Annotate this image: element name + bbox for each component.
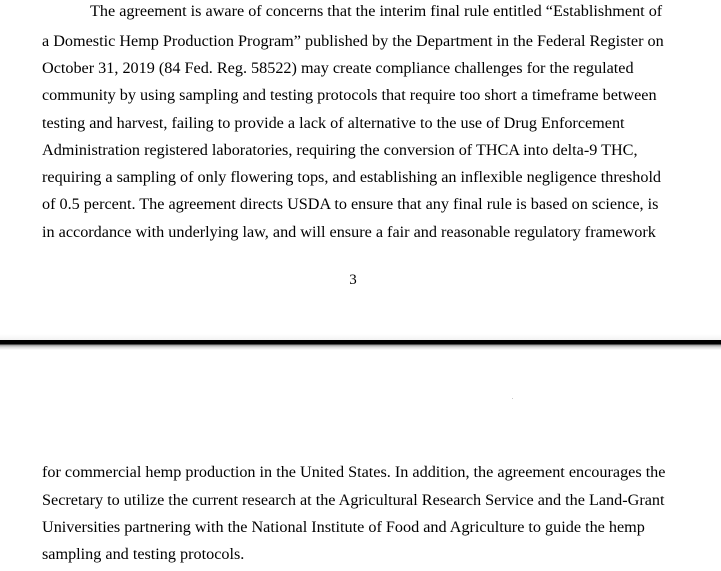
paragraph-line-3: October 31, 2019 (84 Fed. Reg. 58522) may create compliance challenges for the regulated: [42, 59, 634, 77]
paragraph-line-6: Administration registered laboratories, requiring the conversion of THCA into delta-9 THC,: [42, 141, 638, 159]
paragraph-line-8: of 0.5 percent. The agreement directs USDA to ensure that any final rule is based on science, is: [42, 195, 659, 213]
document-page-4: [0, 350, 721, 571]
paragraph-line-5: testing and harvest, failing to provide a lack of alternative to the use of Drug Enforcement: [42, 114, 625, 132]
paragraph-line-13: sampling and testing protocols.: [42, 545, 245, 563]
paragraph-line-11: Secretary to utilize the current research at the Agricultural Research Service and the Land-Grant: [42, 491, 665, 509]
paragraph-line-10: for commercial hemp production in the United States. In addition, the agreement encourages the: [42, 463, 666, 481]
paragraph-line-12: Universities partnering with the National Institute of Food and Agriculture to guide the hemp: [42, 518, 645, 536]
paragraph-line-9: in accordance with underlying law, and will ensure a fair and reasonable regulatory framework: [42, 223, 656, 241]
page-separator: [0, 340, 721, 350]
paragraph-line-1: The agreement is aware of concerns that the interim final rule entitled “Establishment of: [90, 2, 663, 20]
paragraph-line-7: requiring a sampling of only flowering tops, and establishing an inflexible negligence threshold: [42, 168, 662, 186]
paragraph-line-4: community by using sampling and testing protocols that require too short a timeframe between: [42, 86, 657, 104]
paragraph-line-2: a Domestic Hemp Production Program” published by the Department in the Federal Register on: [42, 32, 664, 50]
scan-speck: [512, 398, 513, 399]
page-number: 3: [349, 272, 357, 288]
